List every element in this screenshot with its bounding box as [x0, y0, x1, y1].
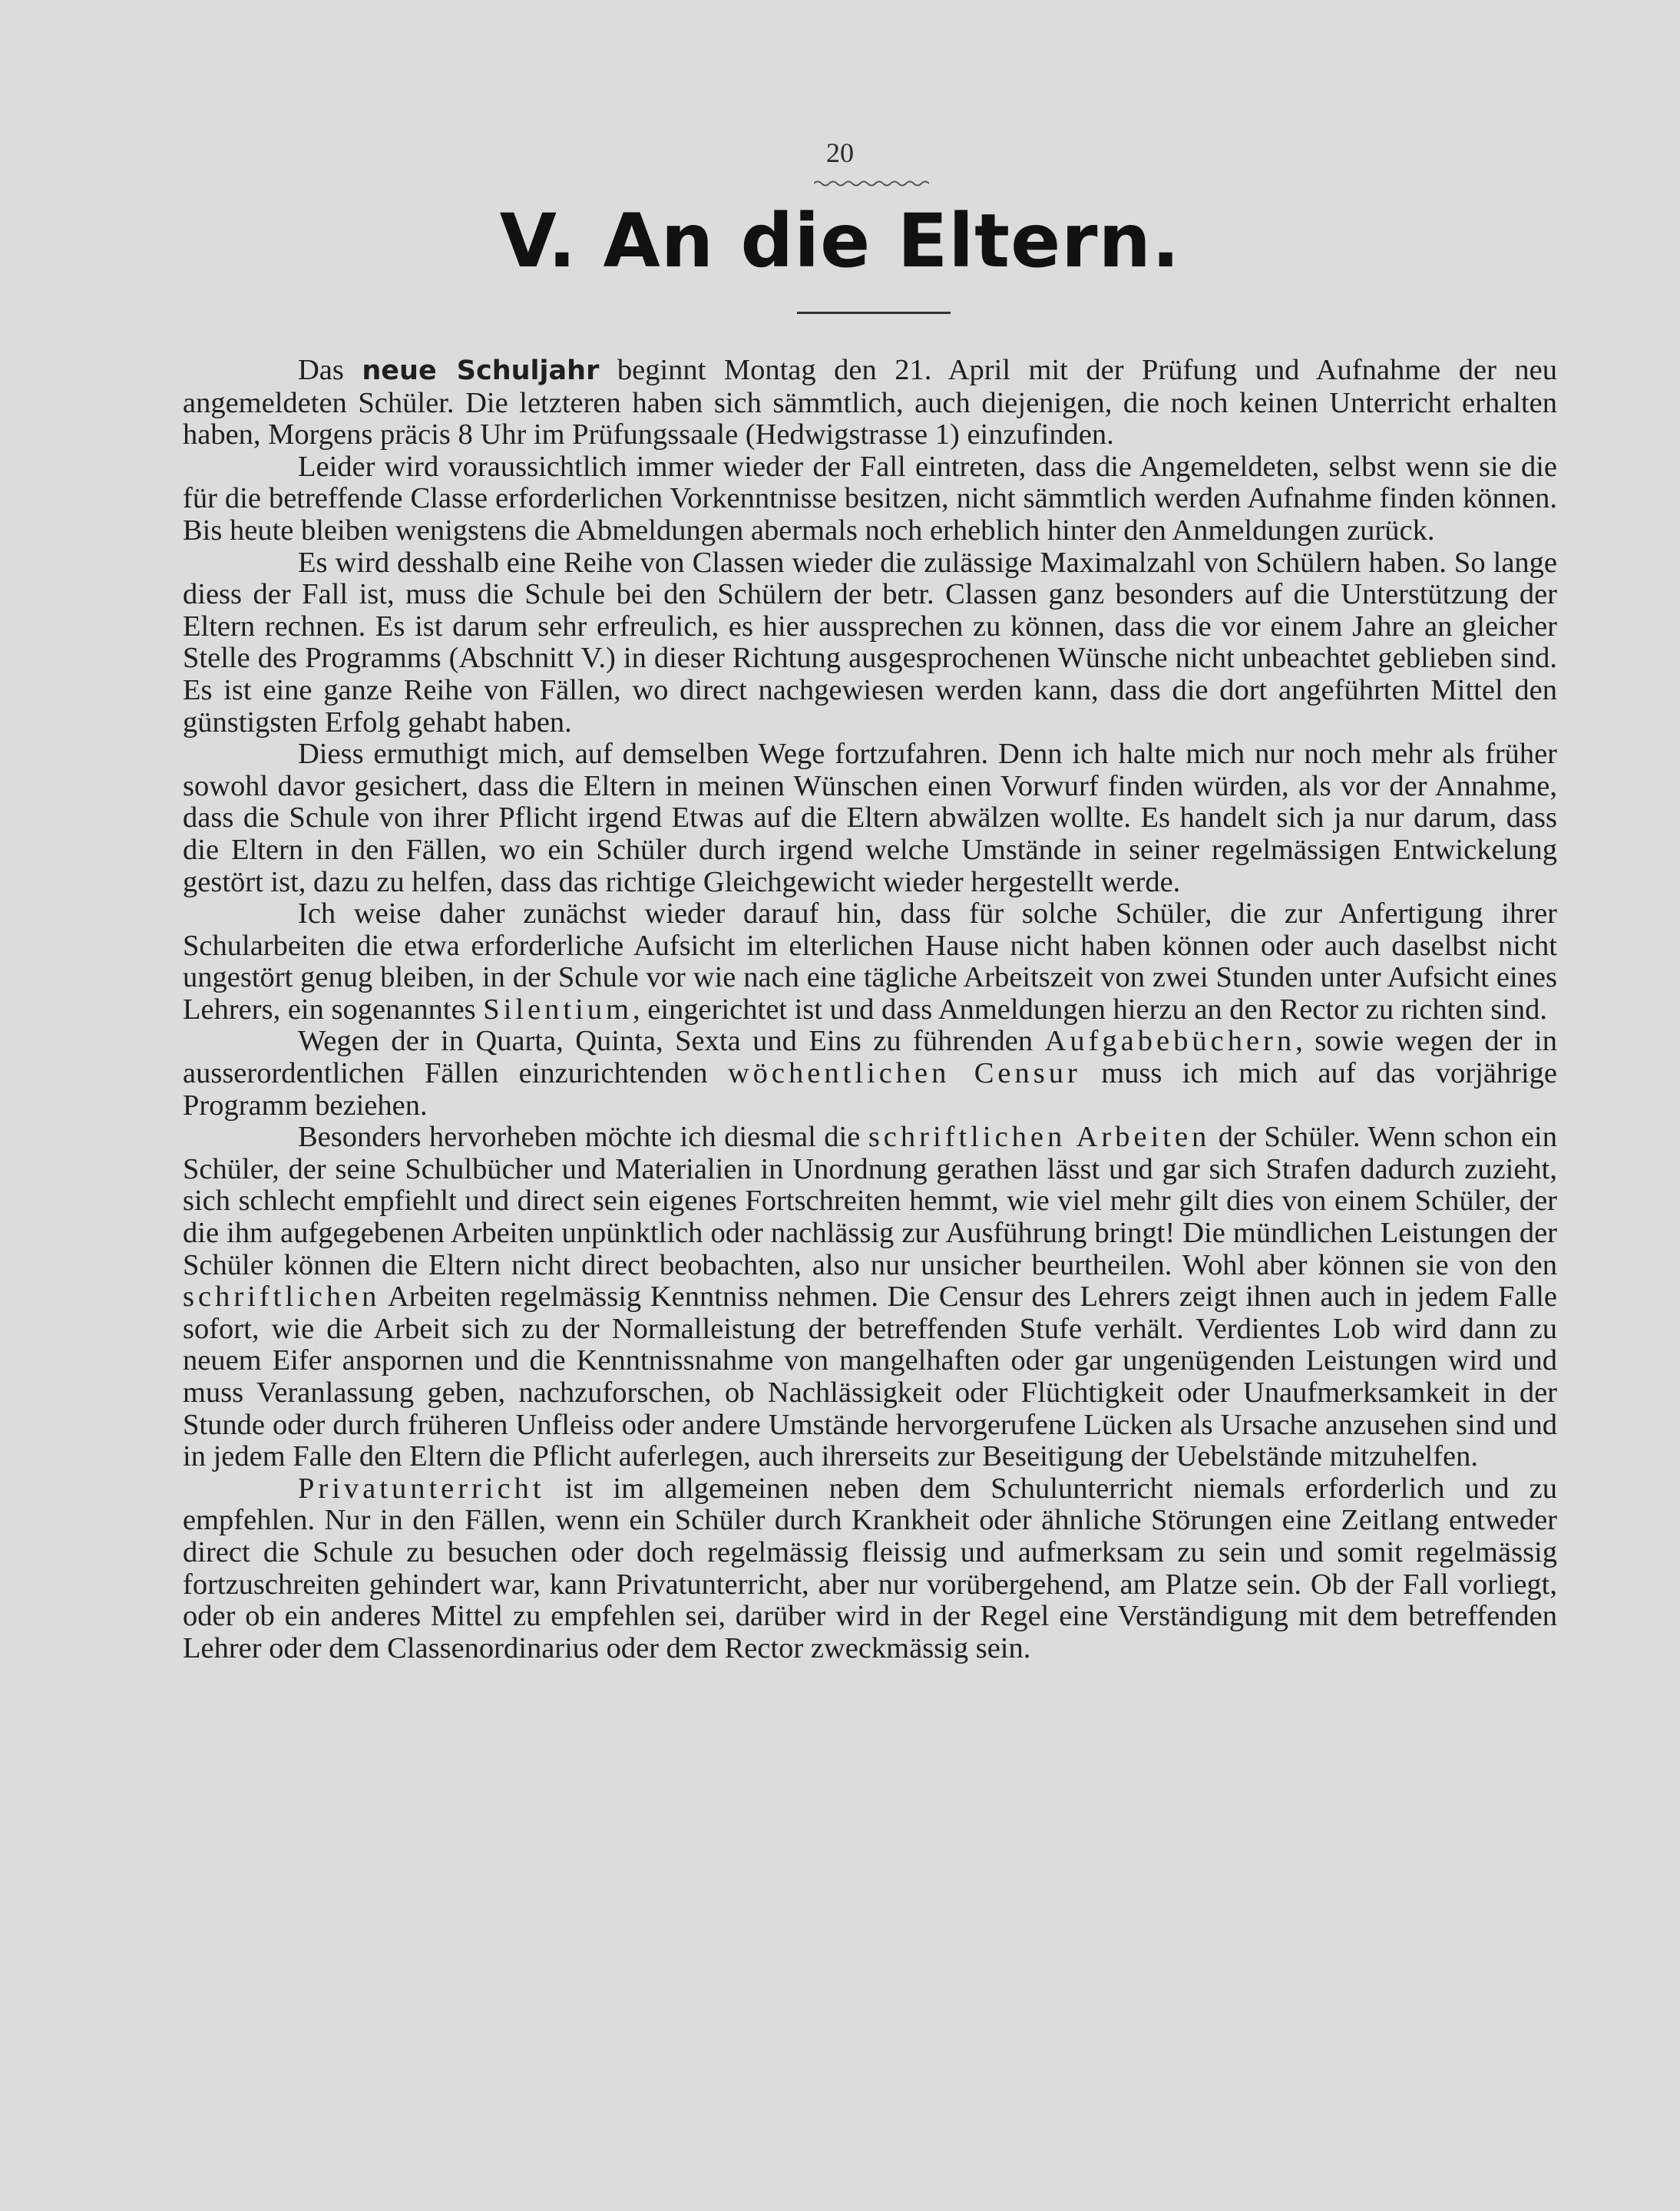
- spaced-privatunterricht: Privatunterricht: [298, 1472, 545, 1505]
- paragraph-1-text: beginnt Montag den 21. April mit der Prüfung und Aufnahme der neu angemeldeten Schüler. Die letzteren haben sich sämmtlich, auch diejenigen, die noch keinen Unterricht erhalten haben, Morgens präcis 8 Uhr im Prüfungssaale (Hedwigstrasse 1) einzufinden.: [183, 354, 1558, 451]
- paragraph-1: [183, 355, 1557, 451]
- paragraph-7: [183, 1122, 1557, 1473]
- body-text: [183, 355, 1557, 1664]
- paragraph-7-part-3: Arbeiten regelmässig Kenntniss nehmen. Die Censur des Lehrers zeigt ihnen auch in jedem Falle sofort, wie die Arbeit sich zu der Normalleistung der betreffenden Stufe verhält. Verdientes Lob wird dann zu neuem Eifer anspornen und die Kenntnissnahme von mangelhaften oder gar ungenügenden Leistungen wird und muss Veranlassung geben, nachzuforschen, ob Nachlässigkeit oder Flüchtigkeit oder Unaufmerksamkeit in der Stunde oder durch früheren Unfleiss oder andere Umstände hervorgerufene Lücken als Ursache anzusehen sind und in jedem Falle den Eltern die Pflicht auferlegen, auch ihrerseits zur Beseitigung der Uebelstände mitzuhelfen.: [183, 1281, 1557, 1473]
- emphasis-neue-schuljahr: neue Schuljahr: [362, 355, 600, 386]
- paragraph-3: Es wird desshalb eine Reihe von Classen wieder die zulässige Maximalzahl von Schülern haben. So lange diess der Fall ist, muss die Schule bei den Schülern der betr. Classen ganz besonders auf die Unterstützung der Eltern rechnen. Es ist darum sehr erfreulich, es hier aussprechen zu können, dass die vor einem Jahre an gleicher Stelle des Programms (Abschnitt V.) in dieser Richtung ausgesprochenen Wünsche nicht unbeachtet geblieben sind. Es ist eine ganze Reihe von Fällen, wo direct nachgewiesen werden kann, dass die dort angeführten Mittel den günstigsten Erfolg gehabt haben.: [183, 546, 1557, 739]
- paragraph-6-part-2: , sowie wegen der in ausserordentlichen Fällen einzurichtenden: [183, 1025, 1557, 1090]
- paragraph-4: Diess ermuthigt mich, auf demselben Wege fortzufahren. Denn ich halte mich nur noch mehr als früher sowohl davor gesichert, dass die Eltern in meinen Wünschen einen Vorwurf finden würden, als vor der Annahme, dass die Schule von ihrer Pflicht irgend Etwas auf die Eltern abwälzen wollte. Es handelt sich ja nur darum, dass die Eltern in den Fällen, wo ein Schüler durch irgend welche Umstände in seiner regelmässigen Entwickelung gestört ist, dazu zu helfen, dass das richtige Gleichgewicht wieder hergestellt werde.: [183, 738, 1557, 898]
- spaced-aufgabebuechern: Aufgabebüchern: [1044, 1025, 1296, 1058]
- paragraph-5: [183, 898, 1557, 1026]
- paragraph-8: [183, 1473, 1557, 1665]
- chapter-title: V. An die Eltern.: [499, 198, 1181, 284]
- wavy-ornament-icon: [814, 178, 929, 189]
- spaced-woechentlichen-censur: wöchentlichen Censur: [727, 1057, 1081, 1090]
- paragraph-7-part-1: Besonders hervorheben möchte ich diesmal die: [298, 1121, 868, 1154]
- paragraph-8-part-1: ist im allgemeinen neben dem Schulunterricht niemals erforderlich und zu empfehlen. Nur in den Fällen, wenn ein Schüler durch Krankheit oder ähnliche Störungen eine Zeitlang entweder direct die Schule zu besuchen oder doch regelmässig fleissig und aufmerksam zu sein und somit regelmässig fortzuschreiten gehindert war, kann Privatunterricht, aber nur vorübergehend, am Platze sein. Ob der Fall vorliegt, oder ob ein anderes Mittel zu empfehlen sei, darüber wird in der Regel eine Verständigung mit dem betreffenden Lehrer oder dem Classenordinarius oder dem Rector zweckmässig sein.: [183, 1472, 1557, 1664]
- paragraph-5-part-2: , eingerichtet ist und dass Anmeldungen hierzu an den Rector zu richten sind.: [633, 993, 1548, 1026]
- spaced-schriftlichen: schriftlichen: [183, 1281, 381, 1314]
- paragraph-6-part-3: muss ich mich auf das vorjährige Programm beziehen.: [183, 1057, 1557, 1122]
- paragraph-7-part-2: der Schüler. Wenn schon ein Schüler, der seine Schulbücher und Materialien in Unordnung gerathen lässt und gar sich Strafen dadurch zuzieht, sich schlecht empfiehlt und direct sein eigenes Fortschreiten hemmt, wie viel mehr gilt dies von einem Schüler, der die ihm aufgegebenen Arbeiten unpünktlich oder nachlässig zur Ausführung bringt! Die mündlichen Leistungen der Schüler können die Eltern nicht direct beobachten, also nur unsicher beurtheilen. Wohl aber können sie von den: [183, 1121, 1557, 1281]
- page-number: 20: [826, 137, 854, 168]
- paragraph-5-part-1: Ich weise daher zunächst wieder darauf hin, dass für solche Schüler, die zur Anfertigung ihrer Schularbeiten die etwa erforderliche Aufsicht im elterlichen Hause nicht haben können oder auch daselbst nicht ungestört genug bleiben, in der Schule vor wie nach eine tägliche Arbeitszeit von zwei Stunden unter Aufsicht eines Lehrers, ein sogenanntes: [183, 897, 1557, 1026]
- paragraph-1-intro: Das: [298, 354, 362, 386]
- title-divider: [797, 312, 951, 314]
- paragraph-2: Leider wird voraussichtlich immer wieder der Fall eintreten, dass die Angemeldeten, selbst wenn sie die für die betreffende Classe erforderlichen Vorkenntnisse besitzen, nicht sämmtlich werden Aufnahme finden können. Bis heute bleiben wenigstens die Abmeldungen abermals noch erheblich hinter den Anmeldungen zurück.: [183, 450, 1557, 547]
- paragraph-6: [183, 1026, 1557, 1122]
- spaced-silentium: Silentium: [483, 993, 633, 1026]
- spaced-schriftlichen-arbeiten: schriftlichen Arbeiten: [868, 1121, 1211, 1154]
- paragraph-6-part-1: Wegen der in Quarta, Quinta, Sexta und Eins zu führenden: [298, 1025, 1045, 1058]
